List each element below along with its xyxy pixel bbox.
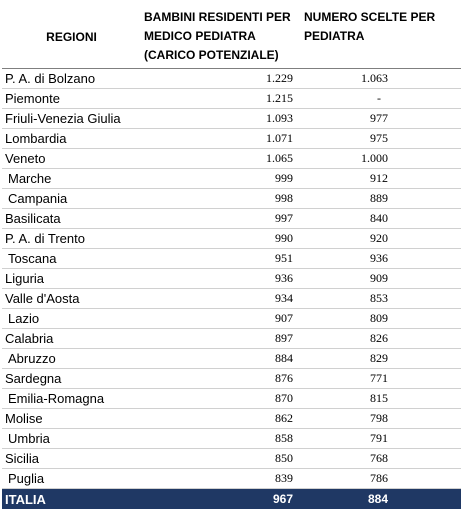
region-cell[interactable]: Sardegna	[2, 369, 141, 389]
region-cell[interactable]: Molise	[2, 409, 141, 429]
region-cell[interactable]: Abruzzo	[2, 349, 141, 369]
table-row	[2, 369, 461, 389]
table-body	[2, 69, 461, 510]
carico-cell[interactable]: 1.093	[141, 109, 301, 129]
carico-cell[interactable]: 936	[141, 269, 301, 289]
scelte-cell[interactable]: 909	[301, 269, 461, 289]
carico-cell[interactable]: 870	[141, 389, 301, 409]
region-cell[interactable]: Lombardia	[2, 129, 141, 149]
table-row	[2, 429, 461, 449]
region-cell[interactable]: Emilia-Romagna	[2, 389, 141, 409]
scelte-cell[interactable]: 1.000	[301, 149, 461, 169]
carico-cell[interactable]: 999	[141, 169, 301, 189]
region-cell[interactable]: P. A. di Trento	[2, 229, 141, 249]
carico-cell[interactable]: 998	[141, 189, 301, 209]
table-row	[2, 289, 461, 309]
scelte-cell[interactable]: 912	[301, 169, 461, 189]
scelte-cell[interactable]: 791	[301, 429, 461, 449]
scelte-cell[interactable]: 826	[301, 329, 461, 349]
table-row	[2, 309, 461, 329]
header-row	[2, 8, 461, 69]
total-carico-cell[interactable]: 967	[141, 489, 301, 510]
header-carico-line2: MEDICO PEDIATRA	[144, 29, 256, 43]
region-cell[interactable]: P. A. di Bolzano	[2, 69, 141, 89]
region-cell[interactable]: Calabria	[2, 329, 141, 349]
region-cell[interactable]: Veneto	[2, 149, 141, 169]
table-row	[2, 209, 461, 229]
table-row	[2, 469, 461, 489]
pediatri-table	[2, 8, 461, 509]
carico-cell[interactable]: 990	[141, 229, 301, 249]
region-cell[interactable]: Marche	[2, 169, 141, 189]
carico-cell[interactable]: 1.215	[141, 89, 301, 109]
table-row	[2, 389, 461, 409]
table-row	[2, 169, 461, 189]
table-row	[2, 249, 461, 269]
scelte-cell[interactable]: 936	[301, 249, 461, 269]
region-cell[interactable]: Friuli-Venezia Giulia	[2, 109, 141, 129]
scelte-cell[interactable]: 815	[301, 389, 461, 409]
carico-cell[interactable]: 1.071	[141, 129, 301, 149]
carico-cell[interactable]: 951	[141, 249, 301, 269]
total-region-cell[interactable]: ITALIA	[2, 489, 141, 510]
table-row	[2, 189, 461, 209]
header-carico-line3: (CARICO POTENZIALE)	[144, 48, 279, 62]
header-scelte-line1: NUMERO SCELTE PER	[304, 10, 436, 24]
region-cell[interactable]: Campania	[2, 189, 141, 209]
region-cell[interactable]: Valle d'Aosta	[2, 289, 141, 309]
scelte-cell[interactable]: 920	[301, 229, 461, 249]
region-cell[interactable]: Toscana	[2, 249, 141, 269]
scelte-cell[interactable]: 975	[301, 129, 461, 149]
scelte-cell[interactable]: 786	[301, 469, 461, 489]
table-row	[2, 89, 461, 109]
total-row	[2, 489, 461, 510]
table-row	[2, 129, 461, 149]
header-carico[interactable]	[141, 8, 301, 69]
header-scelte-line2: PEDIATRA	[304, 29, 365, 43]
scelte-cell[interactable]: 768	[301, 449, 461, 469]
carico-cell[interactable]: 839	[141, 469, 301, 489]
scelte-cell[interactable]: 829	[301, 349, 461, 369]
scelte-cell[interactable]: 798	[301, 409, 461, 429]
scelte-cell[interactable]: 889	[301, 189, 461, 209]
total-scelte-cell[interactable]: 884	[301, 489, 461, 510]
carico-cell[interactable]: 884	[141, 349, 301, 369]
carico-cell[interactable]: 1.065	[141, 149, 301, 169]
region-cell[interactable]: Piemonte	[2, 89, 141, 109]
scelte-cell[interactable]: 1.063	[301, 69, 461, 89]
carico-cell[interactable]: 876	[141, 369, 301, 389]
carico-cell[interactable]: 1.229	[141, 69, 301, 89]
header-regioni[interactable]: REGIONI	[2, 8, 141, 69]
table-row	[2, 269, 461, 289]
carico-cell[interactable]: 907	[141, 309, 301, 329]
table-row	[2, 109, 461, 129]
carico-cell[interactable]: 850	[141, 449, 301, 469]
header-carico-line1: BAMBINI RESIDENTI PER	[144, 10, 291, 24]
table-row	[2, 69, 461, 89]
scelte-cell[interactable]: 809	[301, 309, 461, 329]
scelte-cell[interactable]: 771	[301, 369, 461, 389]
table-row	[2, 349, 461, 369]
carico-cell[interactable]: 897	[141, 329, 301, 349]
region-cell[interactable]: Lazio	[2, 309, 141, 329]
scelte-cell[interactable]: 840	[301, 209, 461, 229]
scelte-cell[interactable]: 853	[301, 289, 461, 309]
carico-cell[interactable]: 997	[141, 209, 301, 229]
region-cell[interactable]: Basilicata	[2, 209, 141, 229]
header-scelte[interactable]	[301, 8, 461, 69]
region-cell[interactable]: Liguria	[2, 269, 141, 289]
carico-cell[interactable]: 934	[141, 289, 301, 309]
scelte-cell[interactable]: -	[301, 89, 461, 109]
carico-cell[interactable]: 858	[141, 429, 301, 449]
scelte-cell[interactable]: 977	[301, 109, 461, 129]
table-row	[2, 229, 461, 249]
carico-cell[interactable]: 862	[141, 409, 301, 429]
region-cell[interactable]: Umbria	[2, 429, 141, 449]
table-row	[2, 449, 461, 469]
table-row	[2, 329, 461, 349]
region-cell[interactable]: Puglia	[2, 469, 141, 489]
table-row	[2, 149, 461, 169]
table-row	[2, 409, 461, 429]
region-cell[interactable]: Sicilia	[2, 449, 141, 469]
